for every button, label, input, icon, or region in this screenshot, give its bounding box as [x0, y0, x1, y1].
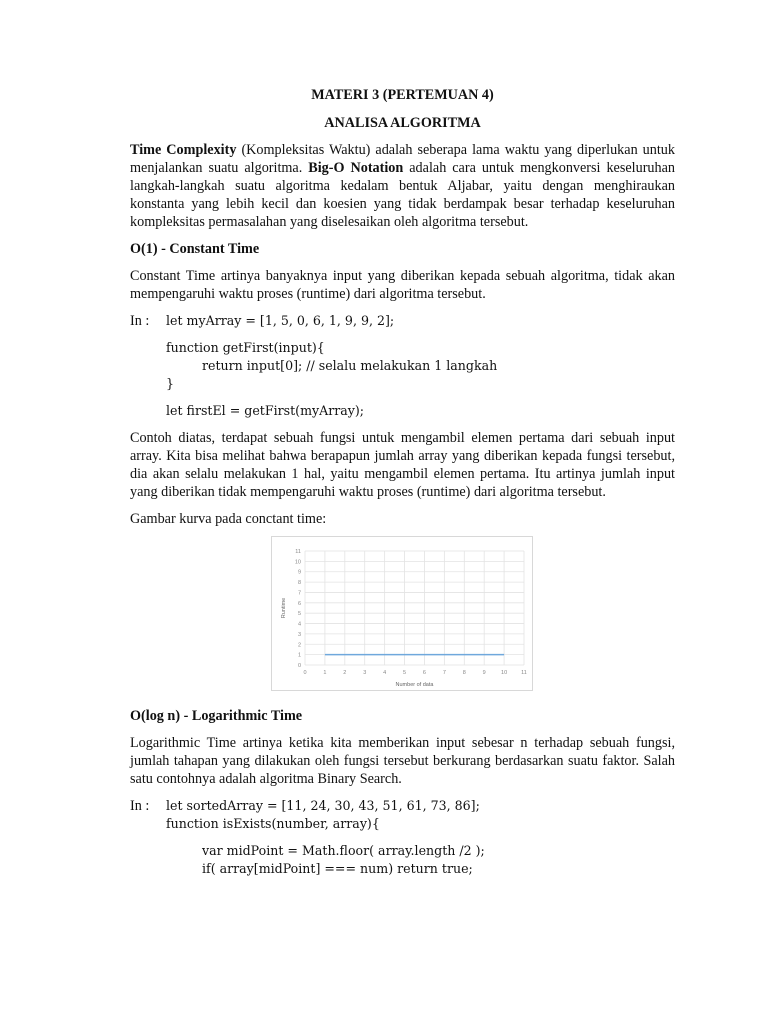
code-line: let myArray = [1, 5, 0, 6, 1, 9, 9, 2];	[166, 313, 395, 328]
constant-explanation: Contoh diatas, terdapat sebuah fungsi untuk mengambil elemen pertama dari sebuah input array. Kita bisa melihat bahwa berapapun jumlah array yang diberikan kepada fungsi tersebut, dia akan selalu melakukan 1 hal, yaitu mengambil elemen pertama. Itu artinya jumlah input yang diberikan tidak mempengaruhi waktu proses (runtime) dari algoritma tersebut.	[130, 430, 675, 500]
y-axis-label: Runtime	[281, 597, 287, 619]
code-line: }	[166, 376, 175, 391]
constant-description: Constant Time artinya banyaknya input yang diberikan kepada sebuah algoritma, tidak akan mempengaruhi waktu proses (runtime) dari algoritma tersebut.	[130, 268, 675, 302]
x-tick-label: 11	[521, 670, 527, 676]
x-tick-label: 9	[482, 670, 486, 676]
y-tick-label: 3	[297, 631, 301, 638]
logarithmic-description: Logarithmic Time artinya ketika kita memberikan input sebesar n terhadap sebuah fungsi, jumlah tahapan yang dilakukan oleh fungsi tersebut berkurang berdasarkan suatu faktor. Salah satu contohnya adalah algoritma Binary Search.	[130, 735, 675, 787]
y-tick-label: 5	[297, 611, 301, 618]
document-subtitle: ANALISA ALGORITMA	[324, 115, 481, 131]
x-tick-label: 8	[462, 670, 466, 676]
y-tick-label: 11	[295, 549, 301, 555]
x-tick-label: 1	[323, 670, 327, 676]
document-page	[130, 86, 675, 878]
term-time-complexity: Time Complexity	[130, 142, 237, 158]
y-tick-label: 0	[297, 663, 301, 669]
code-line: if( array[midPoint] === num) return true;	[202, 861, 473, 876]
in-label: In :	[130, 798, 150, 814]
section-heading-logarithmic: O(log n) - Logarithmic Time	[130, 708, 303, 724]
code-line: var midPoint = Math.floor( array.length /2 );	[202, 843, 485, 858]
x-tick-label: 10	[501, 670, 508, 676]
code-line: function getFirst(input){	[166, 340, 325, 355]
chart-svg	[272, 537, 532, 690]
intro-paragraph	[130, 141, 675, 231]
y-tick-label: 1	[297, 652, 301, 659]
code-example-constant	[130, 312, 675, 420]
y-tick-label: 2	[297, 642, 301, 649]
y-tick-label: 4	[297, 621, 301, 628]
code-line: let firstEl = getFirst(myArray);	[166, 403, 365, 418]
document-title: MATERI 3 (PERTEMUAN 4)	[311, 87, 494, 103]
code-line: let sortedArray = [11, 24, 30, 43, 51, 61, 73, 86];	[166, 798, 480, 813]
y-tick-label: 8	[297, 580, 301, 587]
term-big-o: Big-O Notation	[308, 160, 404, 176]
figure-caption: Gambar kurva pada conctant time:	[130, 511, 327, 527]
code-line: function isExists(number, array){	[166, 816, 380, 831]
y-tick-label: 6	[297, 600, 301, 607]
y-tick-label: 10	[294, 559, 301, 566]
x-tick-label: 7	[442, 670, 446, 676]
x-tick-label: 2	[343, 670, 347, 676]
intro-text-1: (Kompleksitas Waktu) adalah seberapa lama waktu yang diperlukan untuk menjalankan suatu algoritma.	[130, 142, 675, 176]
intro-text-2: adalah cara untuk mengkonversi keseluruhan langkah-langkah suatu algoritma kedalam bentuk Aljabar, yaitu dengan menghiraukan konstanta yang lebih kecil dan koesien yang tidak berdampak besar terhadap keseluruhan kompleksitas permasalahan yang diselesaikan oleh algoritma tersebut.	[130, 160, 676, 230]
x-tick-label: 3	[363, 670, 367, 676]
y-tick-label: 9	[297, 569, 301, 576]
x-axis-label: Number of data	[395, 682, 434, 688]
x-tick-label: 4	[383, 670, 387, 676]
section-heading-constant: O(1) - Constant Time	[130, 241, 260, 257]
y-tick-label: 7	[297, 590, 301, 597]
x-tick-label: 5	[403, 670, 407, 676]
code-line: return input[0]; // selalu melakukan 1 langkah	[202, 358, 498, 373]
in-label: In :	[130, 313, 150, 329]
code-example-logarithmic	[130, 797, 675, 878]
constant-time-chart	[271, 536, 533, 691]
x-tick-label: 6	[422, 670, 426, 676]
x-tick-label: 0	[303, 670, 307, 676]
